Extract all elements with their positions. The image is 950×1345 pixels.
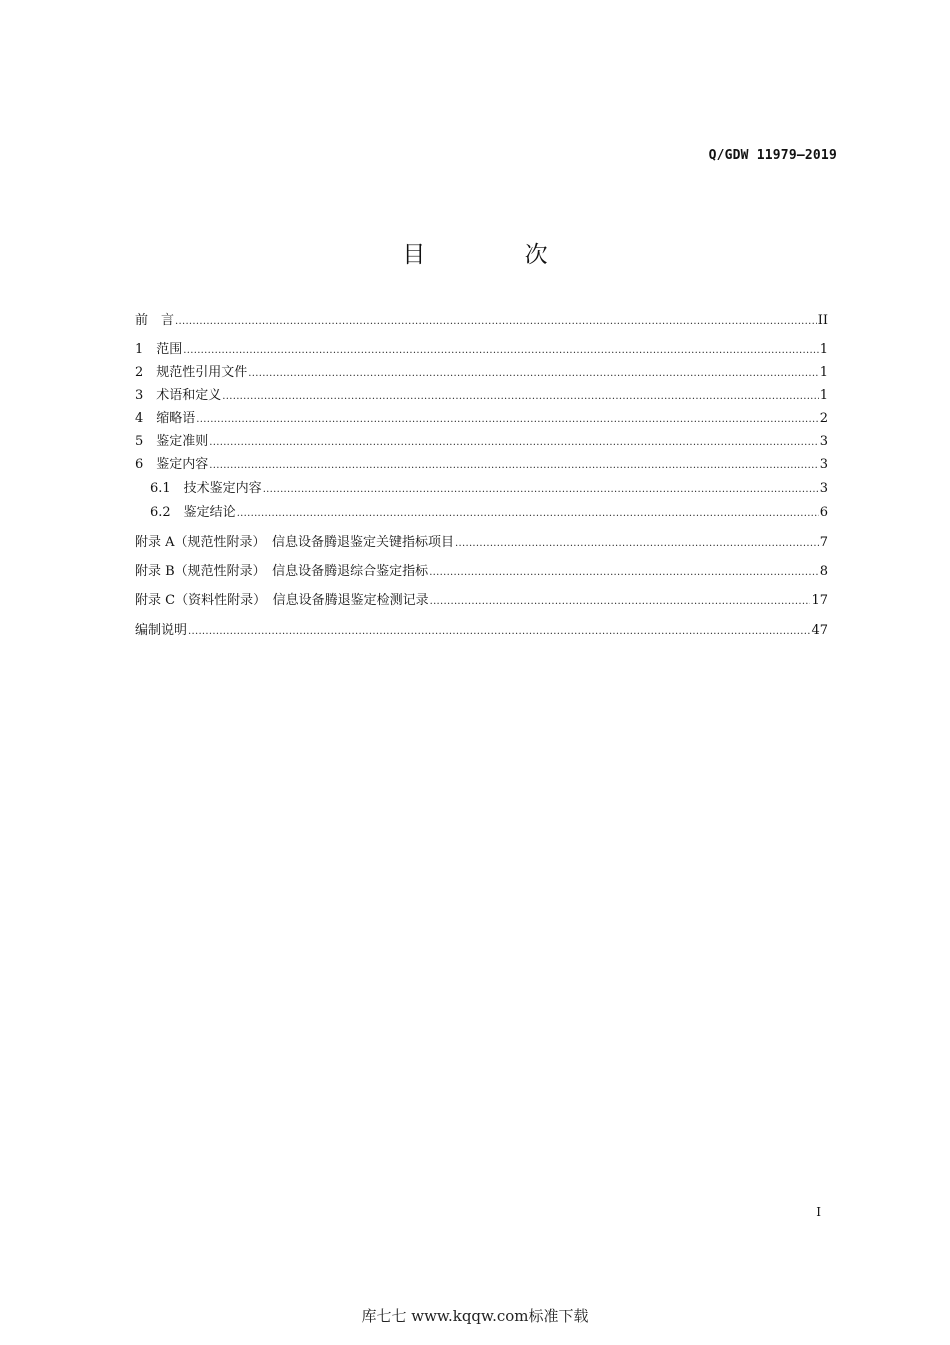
toc-entry-label: 1 范围	[135, 342, 183, 357]
document-code: Q/GDW 11979—2019	[708, 148, 837, 163]
toc-entry-criteria[interactable]	[135, 431, 828, 453]
toc-entry-label: 附录 C（资料性附录） 信息设备腾退鉴定检测记录	[135, 593, 429, 608]
toc-entry-label: 附录 B（规范性附录） 信息设备腾退综合鉴定指标	[135, 564, 429, 579]
toc-entry-terms-definitions[interactable]	[135, 385, 828, 407]
toc-entry-appendix-c[interactable]	[135, 590, 828, 612]
toc-entry-label: 6.1 技术鉴定内容	[150, 481, 262, 496]
toc-entry-label: 编制说明	[135, 623, 188, 638]
toc-entry-page: 6	[819, 505, 828, 520]
toc-entry-page: 7	[819, 535, 828, 550]
toc-entry-page: 3	[819, 481, 828, 496]
toc-dot-leader	[429, 561, 819, 583]
toc-dot-leader	[237, 502, 819, 524]
toc-dot-leader	[196, 408, 818, 430]
toc-dot-leader	[209, 454, 818, 476]
toc-dot-leader	[263, 478, 819, 500]
toc-entry-label: 6 鉴定内容	[135, 457, 209, 472]
footer-watermark: 库七七 www.kqqw.com标准下载	[361, 1307, 589, 1325]
toc-entry-conclusion[interactable]	[150, 502, 828, 524]
toc-entry-label: 5 鉴定准则	[135, 434, 209, 449]
toc-entry-explanation[interactable]	[135, 620, 828, 642]
toc-entry-scope[interactable]	[135, 339, 828, 361]
toc-entry-label: 附录 A（规范性附录） 信息设备腾退鉴定关键指标项目	[135, 535, 455, 550]
toc-entry-abbreviations[interactable]	[135, 408, 828, 430]
toc-title: 目 次	[402, 242, 594, 268]
toc-dot-leader	[188, 620, 810, 642]
toc-entry-page: II	[817, 313, 828, 328]
toc-dot-leader	[455, 532, 819, 554]
page-number: I	[816, 1205, 821, 1219]
toc-dot-leader	[430, 590, 811, 612]
toc-entry-page: 2	[819, 411, 828, 426]
toc-dot-leader	[222, 385, 818, 407]
toc-entry-label: 4 缩略语	[135, 411, 196, 426]
toc-entry-page: 1	[819, 342, 828, 357]
toc-dot-leader	[175, 310, 817, 332]
toc-entry-label: 前 言	[135, 313, 175, 328]
toc-entry-appendix-b[interactable]	[135, 561, 828, 583]
toc-entry-appendix-a[interactable]	[135, 532, 828, 554]
toc-entry-foreword[interactable]	[135, 310, 828, 332]
toc-entry-content[interactable]	[135, 454, 828, 476]
toc-entry-page: 8	[819, 564, 828, 579]
toc-dot-leader	[209, 431, 818, 453]
toc-entry-label: 6.2 鉴定结论	[150, 505, 236, 520]
toc-entry-page: 3	[819, 457, 828, 472]
toc-entry-page: 47	[811, 623, 828, 638]
toc-entry-page: 1	[819, 365, 828, 380]
toc-entry-normative-references[interactable]	[135, 362, 828, 384]
toc-entry-label: 3 术语和定义	[135, 388, 222, 403]
toc-entry-page: 17	[811, 593, 828, 608]
toc-dot-leader	[183, 339, 818, 361]
toc-entry-page: 1	[819, 388, 828, 403]
toc-entry-page: 3	[819, 434, 828, 449]
toc-dot-leader	[248, 362, 818, 384]
toc-entry-technical-content[interactable]	[150, 478, 828, 500]
toc-entry-label: 2 规范性引用文件	[135, 365, 248, 380]
